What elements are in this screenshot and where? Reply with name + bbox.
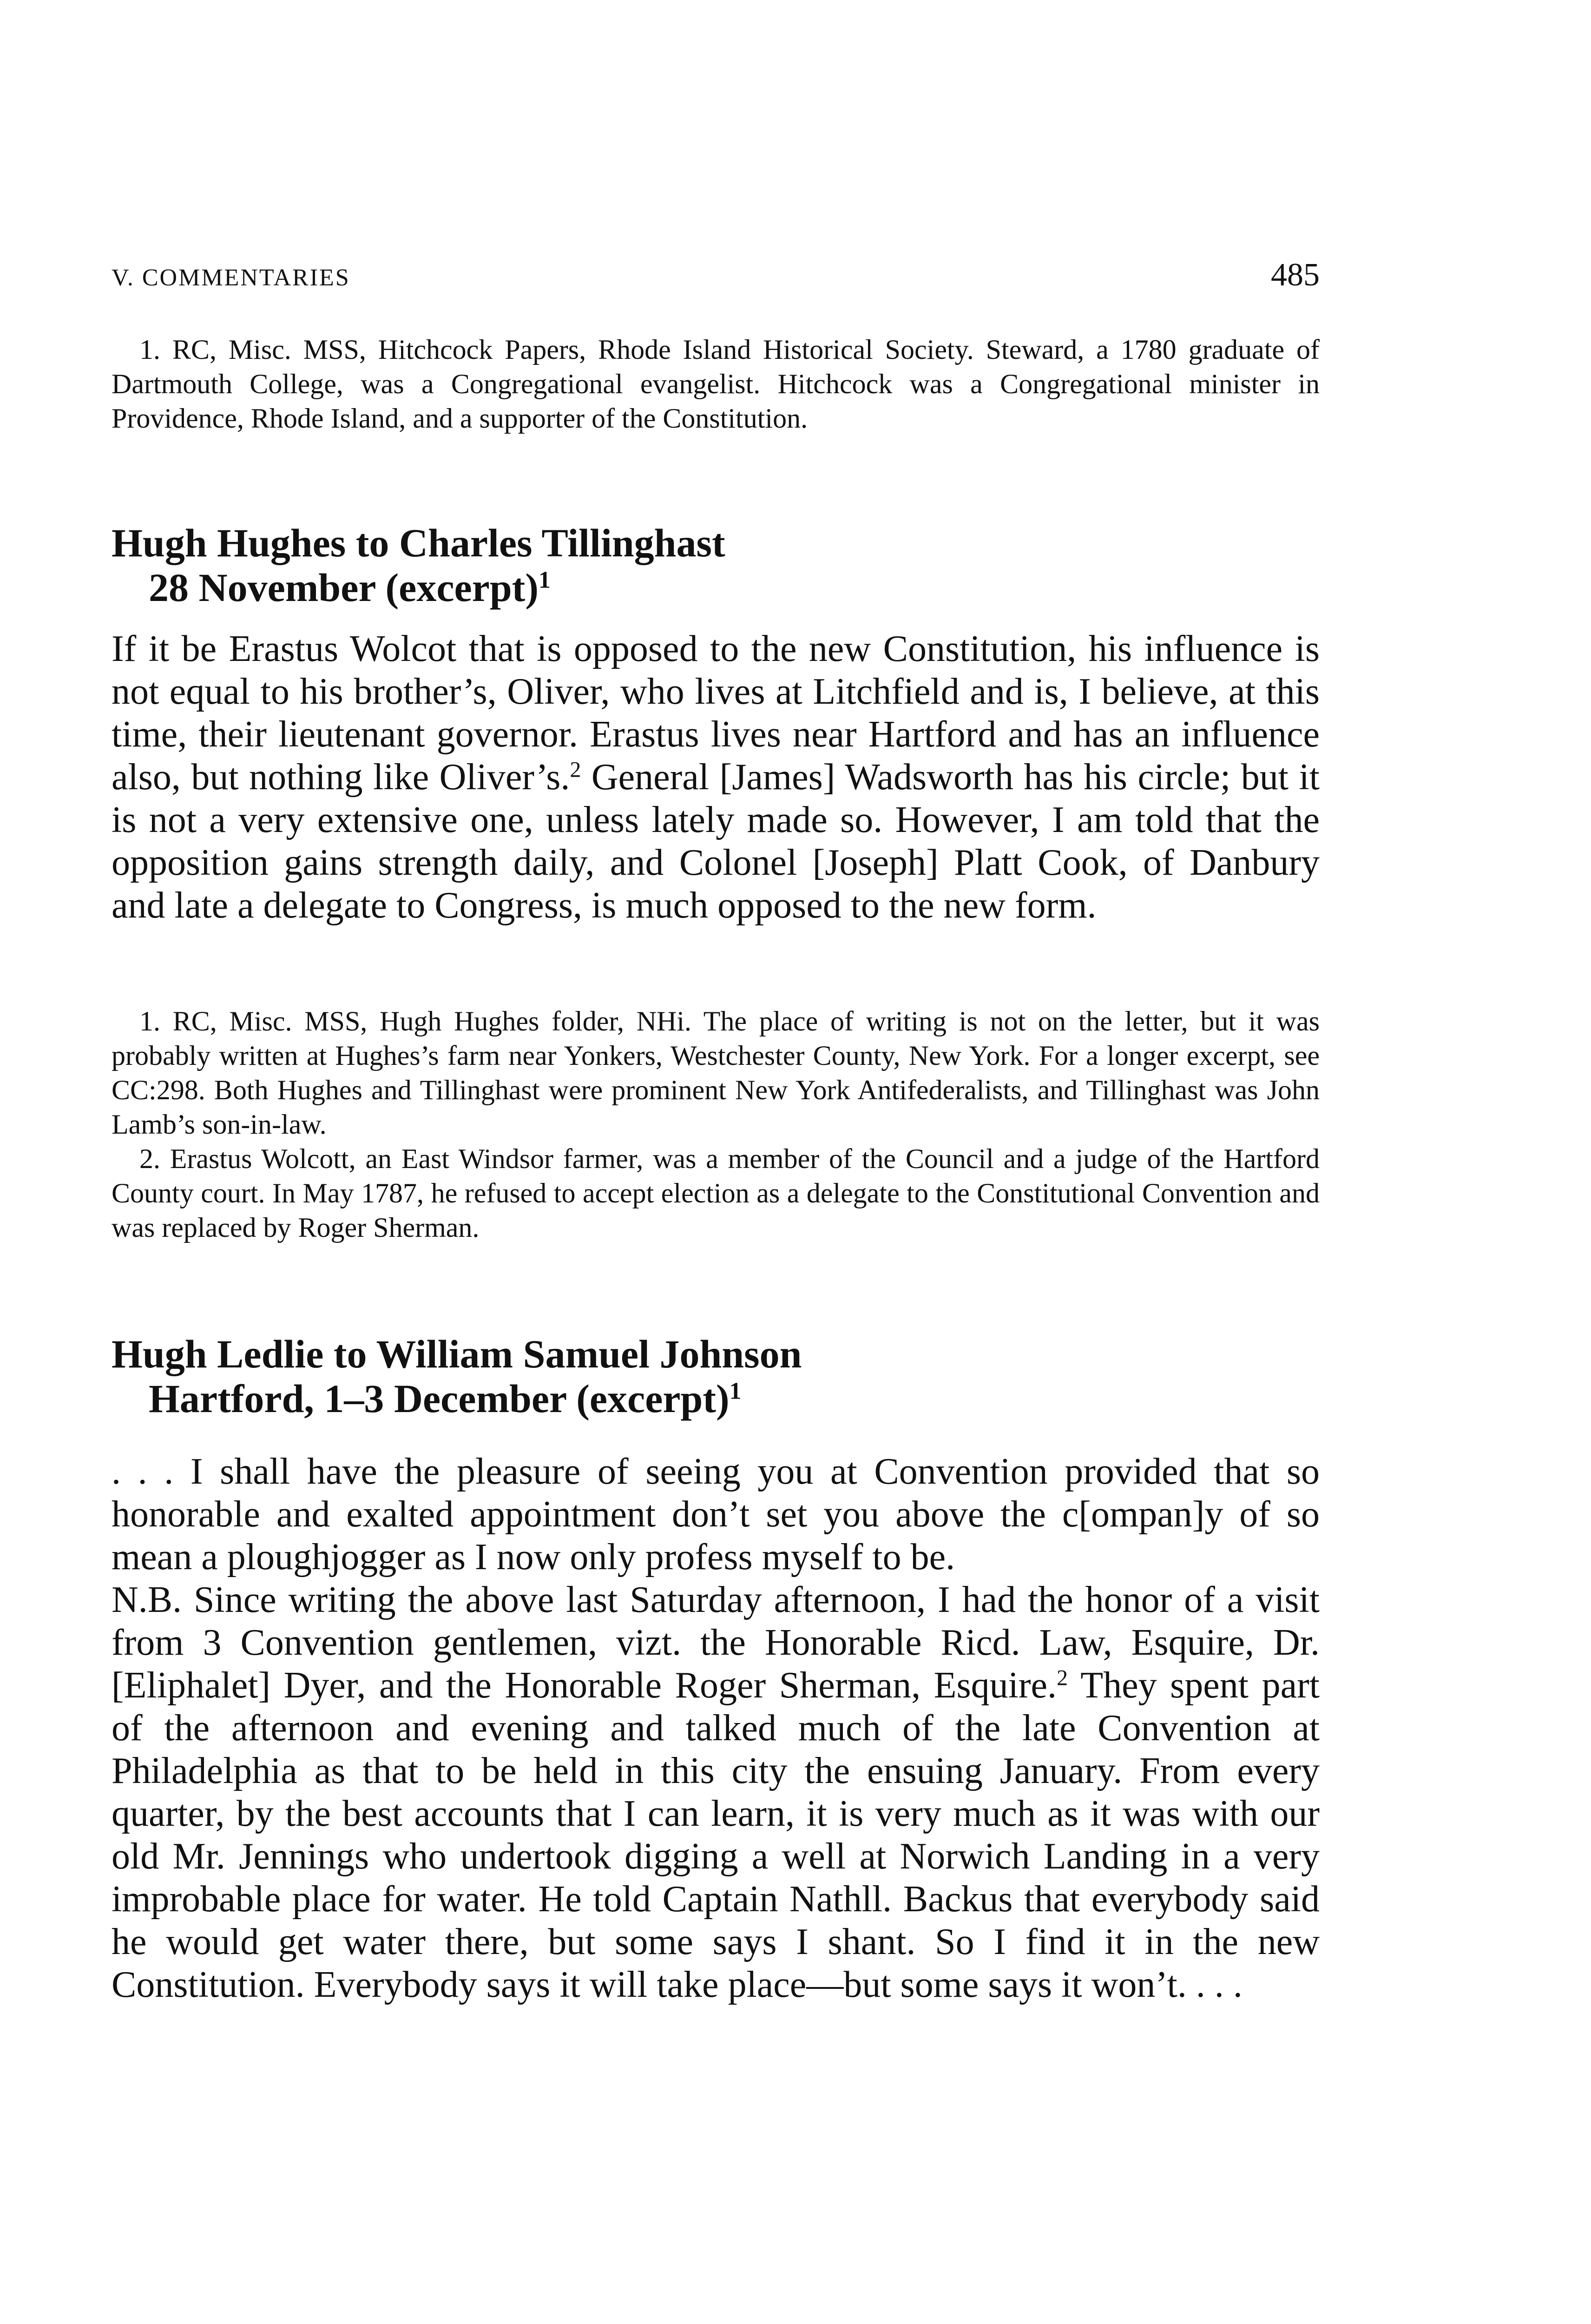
running-head xyxy=(112,257,1320,294)
footnote-ref: 2 xyxy=(1057,1665,1068,1690)
footnote-ref: 1 xyxy=(729,1378,742,1405)
page-number: 485 xyxy=(1271,257,1320,293)
doc2-paragraph-1: . . . I shall have the pleasure of seeing you at Convention provided that so honorable and exalted appointment don’t set you above the c[ompan]y of so mean a ploughjogger as I now only profess myself to be. xyxy=(112,1451,1320,1578)
footnote-ref: 1 xyxy=(538,567,551,594)
doc2-heading xyxy=(112,1332,1320,1421)
doc2-title: Hugh Ledlie to William Samuel Johnson xyxy=(112,1332,802,1376)
doc1-title: Hugh Hughes to Charles Tillinghast xyxy=(112,521,725,565)
running-title: V. COMMENTARIES xyxy=(112,264,350,291)
footnote-ref: 2 xyxy=(570,757,581,782)
doc1-paragraph: If it be Erastus Wolcot that is opposed to the new Constitution, his influence is not equal to his brother’s, Oliver, who lives at Litchfield and is, I believe, at this time, their lieutenant governor. Erastus lives near Hartford and has an influence also, but nothing like Oliver’s.$^2$ General [James] Wadsworth has his circle; but it is not a very extensive one, unless lately made so. However, I am told that the opposition gains strength daily, and Colonel [Joseph] Platt Cook, of Danbury and late a delegate to Congress, is much opposed to the new form. xyxy=(112,628,1320,926)
doc1-subtitle: 28 November (excerpt)$^1$ xyxy=(149,565,551,610)
doc1-footnotes xyxy=(112,1004,1320,1245)
doc1-heading xyxy=(112,521,1320,610)
footnote-2: 2. Erastus Wolcott, an East Windsor farmer, was a member of the Council and a judge of the Hartford County court. In May 1787, he refused to accept election as a delegate to the Constitutional Convention and was replaced by Roger Sherman. xyxy=(112,1143,1320,1243)
doc2-body xyxy=(112,1450,1320,2006)
doc1-body xyxy=(112,627,1320,927)
footnote-1: 1. RC, Misc. MSS, Hugh Hughes folder, NHi. The place of writing is not on the letter, but it was probably written at Hughes’s farm near Yonkers, Westchester County, New York. For a longer excerpt, see CC:298. Both Hughes and Tillinghast were prominent New York Antifederalists, and Tillinghast was John Lamb’s son-in-law. xyxy=(112,1006,1320,1140)
doc2-paragraph-2: N.B. Since writing the above last Saturday afternoon, I had the honor of a visit from 3 Convention gentlemen, vizt. the Honorable Ricd. Law, Esquire, Dr. [Eliphalet] Dyer, and the Honorable Roger Sherman, Esquire.$^2$ They spent part of the afternoon and evening and talked much of the late Convention at Philadelphia as that to be held in this city the ensuing January. From every quarter, by the best accounts that I can learn, it is very much as it was with our old Mr. Jennings who undertook digging a well at Norwich Landing in a very improbable place for water. He told Captain Nathll. Backus that everybody said he would get water there, but some says I shant. So I find it in the new Constitution. Everybody says it will take place—but some says it won’t. . . . xyxy=(112,1579,1320,2005)
footnote-1: 1. RC, Misc. MSS, Hitchcock Papers, Rhode Island Historical Society. Steward, a 1780 graduate of Dartmouth College, was a Congregational evangelist. Hitchcock was a Congregational minister in Providence, Rhode Island, and a supporter of the Constitution. xyxy=(112,334,1320,434)
doc2-subtitle: Hartford, 1–3 December (excerpt)$^1$ xyxy=(149,1376,742,1421)
top-footnotes xyxy=(112,332,1320,436)
